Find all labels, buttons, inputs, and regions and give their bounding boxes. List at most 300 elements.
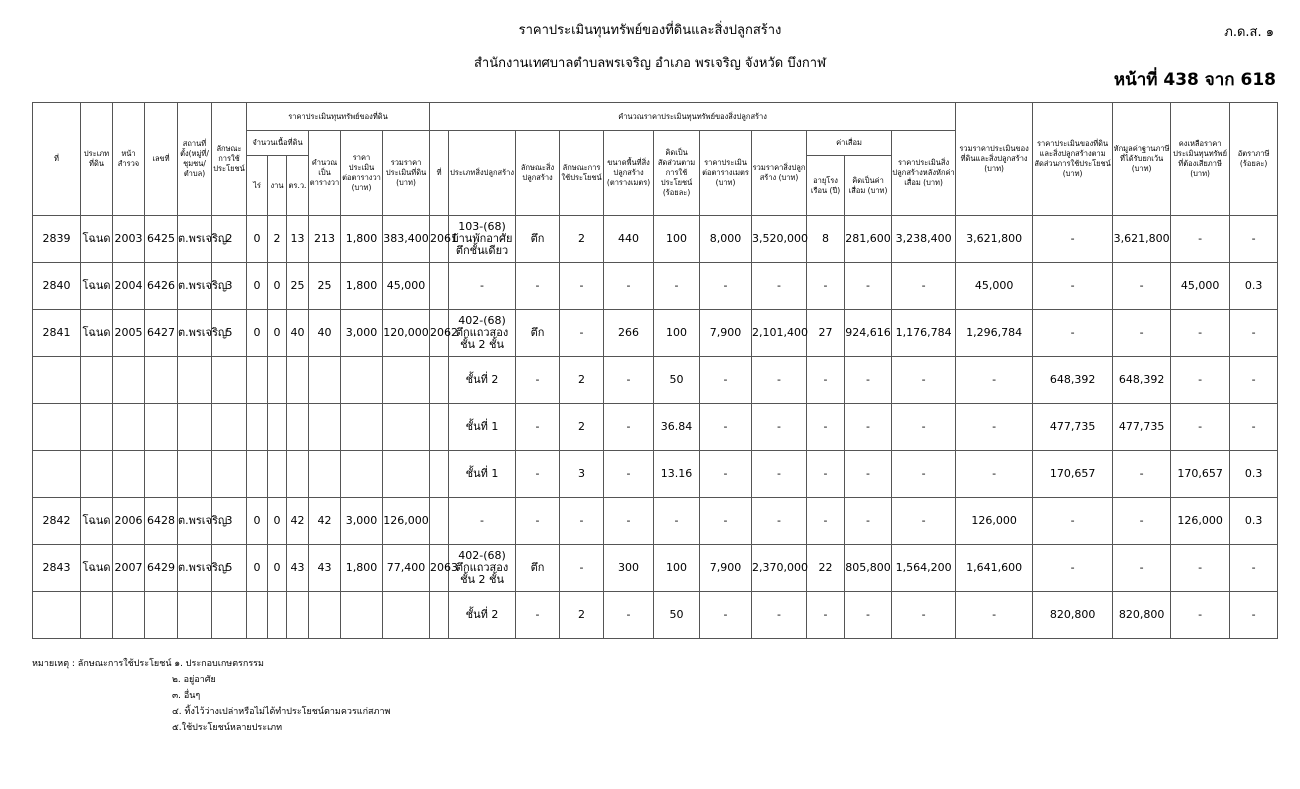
cell-use-ratio: 13.16 [654,451,700,498]
cell-bldg-total: - [752,498,807,545]
cell-rate: - [1230,545,1278,592]
cell-number: 6426 [145,263,178,310]
cell-bldg-no [430,263,449,310]
cell-bldg-total: - [752,263,807,310]
cell-bldg-total: 3,520,000 [752,216,807,263]
col-ngan: งาน [268,156,287,216]
cell-number [145,357,178,404]
col-location: สถานที่ตั้ง(หมู่ที่/ชุมชน/ตำบล) [178,103,212,216]
cell-location: ต.พรเจริญ [178,310,212,357]
cell-land-total [383,451,430,498]
cell-after-dep: - [892,592,956,639]
col-group-area: จำนวนเนื้อที่ดิน [247,131,309,156]
col-building-area: ขนาดพื้นที่สิ่งปลูกสร้าง (ตารางเมตร) [604,131,654,216]
cell-deduction: - [1113,545,1171,592]
cell-dep-amount: - [845,357,892,404]
cell-location [178,357,212,404]
cell-age: 8 [807,216,845,263]
cell-land-total: 120,000 [383,310,430,357]
col-building-total: รวมราคาสิ่งปลูกสร้าง (บาท) [752,131,807,216]
cell-taxable: 170,657 [1171,451,1230,498]
cell-bldg-kind: - [516,451,560,498]
cell-usage [212,451,247,498]
cell-area-sqw: 213 [309,216,341,263]
cell-bldg-kind: ตึก [516,310,560,357]
cell-deduction: - [1113,310,1171,357]
cell-bldg-total: - [752,357,807,404]
table-row [33,263,1278,310]
cell-location [178,451,212,498]
cell-bldg-total: - [752,404,807,451]
col-land-total: รวมราคาประเมินที่ดิน (บาท) [383,131,430,216]
cell-number: 6428 [145,498,178,545]
cell-bldg-usage: 2 [560,592,604,639]
col-age: อายุโรงเรือน (ปี) [807,156,845,216]
cell-sum-land-bldg: - [956,357,1033,404]
cell-proportional: - [1033,545,1113,592]
cell-no: 2843 [33,545,81,592]
cell-price-per-sqm: 7,900 [700,310,752,357]
cell-price-per-sqm: - [700,498,752,545]
cell-after-dep: 3,238,400 [892,216,956,263]
cell-area-sqw [309,357,341,404]
cell-sum-land-bldg: - [956,451,1033,498]
cell-number: 6427 [145,310,178,357]
cell-price-per-sqm: - [700,404,752,451]
cell-ngan: 0 [268,263,287,310]
cell-rai: 0 [247,216,268,263]
cell-proportional: 820,800 [1033,592,1113,639]
cell-rate: - [1230,357,1278,404]
cell-ngan [268,451,287,498]
cell-bldg-no: 2061 [430,216,449,263]
cell-bldg-type: ชั้นที่ 2 [449,592,516,639]
cell-wa [287,357,309,404]
cell-doc-type [81,451,113,498]
cell-no: 2840 [33,263,81,310]
cell-land-total: 77,400 [383,545,430,592]
cell-bldg-usage: - [560,545,604,592]
cell-location [178,592,212,639]
cell-rate: 0.3 [1230,498,1278,545]
cell-sum-land-bldg: 1,641,600 [956,545,1033,592]
cell-taxable: - [1171,357,1230,404]
cell-deduction: - [1113,263,1171,310]
cell-deduction: 3,621,800 [1113,216,1171,263]
cell-ngan: 0 [268,498,287,545]
cell-wa [287,451,309,498]
cell-use-ratio: 36.84 [654,404,700,451]
cell-after-dep: 1,564,200 [892,545,956,592]
cell-number [145,451,178,498]
col-building-kind: ลักษณะสิ่งปลูกสร้าง [516,131,560,216]
cell-bldg-total: 2,370,000 [752,545,807,592]
table-row [33,545,1278,592]
table-row [33,357,1278,404]
cell-taxable: 126,000 [1171,498,1230,545]
cell-bldg-kind: - [516,404,560,451]
cell-taxable: - [1171,545,1230,592]
cell-rai [247,451,268,498]
cell-taxable: - [1171,216,1230,263]
cell-bldg-type: 402-(68) ตึกแถวสองชั้น 2 ชั้น [449,310,516,357]
cell-bldg-area: - [604,263,654,310]
cell-rate: 0.3 [1230,451,1278,498]
cell-area-sqw: 42 [309,498,341,545]
cell-no [33,592,81,639]
cell-price-per-sqw: 1,800 [341,545,383,592]
notes-item: ๑. ประกอบเกษตรกรรม [174,659,264,669]
cell-no: 2839 [33,216,81,263]
cell-number [145,404,178,451]
cell-rai: 0 [247,263,268,310]
cell-sum-land-bldg: 45,000 [956,263,1033,310]
cell-land-total: 383,400 [383,216,430,263]
cell-sum-land-bldg: - [956,404,1033,451]
cell-no [33,451,81,498]
cell-doc-type: โฉนด [81,310,113,357]
col-sum-land-building: รวมราคาประเมินของที่ดินและสิ่งปลูกสร้าง (บาท) [956,103,1033,216]
cell-bldg-no: 2063 [430,545,449,592]
cell-deduction: 477,735 [1113,404,1171,451]
cell-bldg-area: - [604,404,654,451]
cell-area-sqw: 43 [309,545,341,592]
cell-proportional: 170,657 [1033,451,1113,498]
cell-usage: 3 [212,498,247,545]
cell-price-per-sqw [341,357,383,404]
col-wa: ตร.ว. [287,156,309,216]
cell-wa: 40 [287,310,309,357]
cell-bldg-usage: 2 [560,216,604,263]
cell-area-sqw [309,404,341,451]
col-price-per-sqw: ราคาประเมินต่อตารางวา (บาท) [341,131,383,216]
cell-number [145,592,178,639]
col-rate: อัตราภาษี (ร้อยละ) [1230,103,1278,216]
cell-bldg-kind: ตึก [516,216,560,263]
cell-rate: - [1230,592,1278,639]
col-building-type: ประเภทสิ่งปลูกสร้าง [449,131,516,216]
cell-no: 2842 [33,498,81,545]
cell-price-per-sqw: 3,000 [341,498,383,545]
cell-doc-type: โฉนด [81,498,113,545]
table-row [33,310,1278,357]
cell-survey-page: 2004 [113,263,145,310]
col-rai: ไร่ [247,156,268,216]
cell-survey-page [113,451,145,498]
cell-bldg-usage: 3 [560,451,604,498]
cell-usage [212,404,247,451]
cell-deduction: 820,800 [1113,592,1171,639]
cell-bldg-kind: - [516,592,560,639]
cell-price-per-sqw: 3,000 [341,310,383,357]
cell-location: ต.พรเจริญ [178,545,212,592]
col-usage: ลักษณะการใช้ประโยชน์ [212,103,247,216]
form-code: ภ.ด.ส. ๑ [1224,25,1274,40]
cell-rate: - [1230,404,1278,451]
cell-use-ratio: - [654,498,700,545]
cell-age: - [807,592,845,639]
cell-bldg-area: 266 [604,310,654,357]
cell-price-per-sqm: 8,000 [700,216,752,263]
cell-sum-land-bldg: - [956,592,1033,639]
table-row [33,592,1278,639]
cell-price-per-sqw: 1,800 [341,216,383,263]
cell-survey-page [113,357,145,404]
cell-dep-amount: 924,616 [845,310,892,357]
table-body [33,216,1278,639]
col-survey-page: หน้าสำรวจ [113,103,145,216]
cell-location: ต.พรเจริญ [178,498,212,545]
cell-use-ratio: 100 [654,545,700,592]
cell-price-per-sqm: - [700,592,752,639]
cell-sum-land-bldg: 1,296,784 [956,310,1033,357]
cell-no [33,357,81,404]
cell-bldg-no [430,592,449,639]
cell-ngan: 0 [268,545,287,592]
cell-taxable: - [1171,310,1230,357]
office-name: สำนักงานเทศบาลตำบลพรเจริญ อำเภอ พรเจริญ จังหวัด บึงกาฬ [473,56,826,71]
notes-item: ๒. อยู่อาศัย [172,675,216,685]
cell-use-ratio: 100 [654,310,700,357]
col-depreciation-amount: คิดเป็นค่าเสื่อม (บาท) [845,156,892,216]
notes-item: ๔. ทิ้งไว้ว่างเปล่าหรือไม่ได้ทำประโยชน์ตามควรแก่สภาพ [172,707,391,717]
cell-dep-amount: - [845,263,892,310]
cell-rate: 0.3 [1230,263,1278,310]
cell-bldg-total: 2,101,400 [752,310,807,357]
cell-ngan [268,357,287,404]
cell-bldg-area: - [604,357,654,404]
cell-bldg-area: 440 [604,216,654,263]
cell-area-sqw [309,451,341,498]
cell-price-per-sqm: - [700,357,752,404]
cell-dep-amount: - [845,498,892,545]
cell-doc-type [81,404,113,451]
col-deduction: หักมูลค่าฐานภาษีที่ได้รับยกเว้น (บาท) [1113,103,1171,216]
cell-age: - [807,263,845,310]
cell-after-dep: 1,176,784 [892,310,956,357]
cell-deduction: - [1113,451,1171,498]
cell-proportional: - [1033,216,1113,263]
cell-usage: 2 [212,216,247,263]
cell-land-total: 126,000 [383,498,430,545]
cell-area-sqw: 25 [309,263,341,310]
cell-usage: 5 [212,545,247,592]
cell-proportional: - [1033,498,1113,545]
cell-doc-type: โฉนด [81,263,113,310]
cell-doc-type: โฉนด [81,216,113,263]
cell-bldg-type: - [449,498,516,545]
cell-deduction: 648,392 [1113,357,1171,404]
cell-age: 27 [807,310,845,357]
cell-proportional: 648,392 [1033,357,1113,404]
cell-wa: 43 [287,545,309,592]
cell-price-per-sqw [341,451,383,498]
cell-ngan: 2 [268,216,287,263]
cell-price-per-sqw [341,404,383,451]
cell-use-ratio: - [654,263,700,310]
cell-doc-type [81,592,113,639]
document-title: ราคาประเมินทุนทรัพย์ของที่ดินและสิ่งปลูกสร้าง [518,23,782,38]
cell-bldg-usage: - [560,310,604,357]
cell-bldg-type: ชั้นที่ 1 [449,404,516,451]
cell-price-per-sqm: - [700,263,752,310]
cell-doc-type [81,357,113,404]
cell-age: 22 [807,545,845,592]
notes [32,656,390,736]
cell-after-dep: - [892,498,956,545]
col-group-depreciation: ค่าเสื่อม [807,131,892,156]
cell-taxable: - [1171,592,1230,639]
cell-ngan [268,592,287,639]
cell-no: 2841 [33,310,81,357]
cell-bldg-total: - [752,451,807,498]
cell-survey-page: 2003 [113,216,145,263]
cell-taxable: 45,000 [1171,263,1230,310]
cell-land-total: 45,000 [383,263,430,310]
cell-price-per-sqw: 1,800 [341,263,383,310]
cell-rai [247,404,268,451]
cell-bldg-kind: - [516,357,560,404]
cell-bldg-total: - [752,592,807,639]
cell-bldg-area: 300 [604,545,654,592]
cell-survey-page [113,592,145,639]
cell-rai: 0 [247,545,268,592]
cell-usage [212,592,247,639]
cell-deduction: - [1113,498,1171,545]
cell-wa [287,592,309,639]
cell-survey-page [113,404,145,451]
cell-bldg-kind: - [516,263,560,310]
cell-price-per-sqw [341,592,383,639]
col-group-building: คำนวณราคาประเมินทุนทรัพย์ของสิ่งปลูกสร้าง [430,103,956,131]
col-number: เลขที่ [145,103,178,216]
cell-dep-amount: - [845,592,892,639]
table-row [33,498,1278,545]
cell-bldg-usage: 2 [560,404,604,451]
cell-bldg-area: - [604,451,654,498]
cell-rai [247,592,268,639]
col-area-sqw: คำนวณเป็นตารางวา [309,131,341,216]
cell-dep-amount: 281,600 [845,216,892,263]
cell-bldg-area: - [604,498,654,545]
page-info: หน้าที่ 438 จาก 618 [1113,70,1276,90]
cell-bldg-area: - [604,592,654,639]
cell-bldg-usage: - [560,498,604,545]
cell-bldg-type: ชั้นที่ 2 [449,357,516,404]
cell-location: ต.พรเจริญ [178,216,212,263]
cell-doc-type: โฉนด [81,545,113,592]
table-row [33,451,1278,498]
cell-ngan: 0 [268,310,287,357]
cell-dep-amount: - [845,451,892,498]
cell-bldg-usage: - [560,263,604,310]
cell-number: 6425 [145,216,178,263]
cell-number: 6429 [145,545,178,592]
cell-after-dep: - [892,357,956,404]
cell-taxable: - [1171,404,1230,451]
cell-rate: - [1230,310,1278,357]
cell-price-per-sqm: - [700,451,752,498]
col-proportional: ราคาประเมินของที่ดินและสิ่งปลูกสร้างตามสัดส่วนการใช้ประโยชน์ (บาท) [1033,103,1113,216]
col-price-per-sqm: ราคาประเมินต่อตารางเมตร (บาท) [700,131,752,216]
cell-age: - [807,357,845,404]
notes-lead: หมายเหตุ : ลักษณะการใช้ประโยชน์ [32,659,172,669]
cell-wa [287,404,309,451]
cell-land-total [383,357,430,404]
cell-usage: 3 [212,263,247,310]
cell-wa: 25 [287,263,309,310]
cell-area-sqw [309,592,341,639]
cell-dep-amount: 805,800 [845,545,892,592]
cell-after-dep: - [892,404,956,451]
col-use-ratio: คิดเป็นสัดส่วนตามการใช้ประโยชน์ (ร้อยละ) [654,131,700,216]
cell-area-sqw: 40 [309,310,341,357]
cell-rate: - [1230,216,1278,263]
cell-survey-page: 2005 [113,310,145,357]
notes-item: ๕.ใช้ประโยชน์หลายประเภท [172,723,283,733]
cell-no [33,404,81,451]
cell-proportional: - [1033,310,1113,357]
cell-location: ต.พรเจริญ [178,263,212,310]
cell-bldg-kind: ตึก [516,545,560,592]
cell-location [178,404,212,451]
cell-bldg-no: 2062 [430,310,449,357]
table-row [33,404,1278,451]
col-no: ที่ [33,103,81,216]
cell-bldg-type: 402-(68) ตึกแถวสองชั้น 2 ชั้น [449,545,516,592]
cell-wa: 42 [287,498,309,545]
cell-rai [247,357,268,404]
cell-usage [212,357,247,404]
cell-after-dep: - [892,451,956,498]
cell-bldg-usage: 2 [560,357,604,404]
cell-bldg-type: 103-(68) บ้านพักอาศัยตึกชั้นเดียว [449,216,516,263]
cell-price-per-sqm: 7,900 [700,545,752,592]
cell-proportional: - [1033,263,1113,310]
notes-item: ๓. อื่นๆ [172,691,201,701]
cell-bldg-no [430,357,449,404]
cell-bldg-type: - [449,263,516,310]
col-group-land: ราคาประเมินทุนทรัพย์ของที่ดิน [247,103,430,131]
cell-bldg-kind: - [516,498,560,545]
cell-ngan [268,404,287,451]
cell-use-ratio: 50 [654,592,700,639]
cell-after-dep: - [892,263,956,310]
cell-age: - [807,404,845,451]
cell-rai: 0 [247,498,268,545]
cell-bldg-no [430,404,449,451]
cell-use-ratio: 100 [654,216,700,263]
cell-sum-land-bldg: 3,621,800 [956,216,1033,263]
cell-survey-page: 2007 [113,545,145,592]
cell-usage: 5 [212,310,247,357]
cell-age: - [807,498,845,545]
assessment-table [32,102,1278,639]
cell-proportional: 477,735 [1033,404,1113,451]
col-building-usage: ลักษณะการใช้ประโยชน์ [560,131,604,216]
cell-bldg-no [430,451,449,498]
table-row [33,216,1278,263]
cell-rai: 0 [247,310,268,357]
cell-bldg-type: ชั้นที่ 1 [449,451,516,498]
cell-land-total [383,404,430,451]
cell-survey-page: 2006 [113,498,145,545]
col-building-no: ที่ [430,131,449,216]
cell-land-total [383,592,430,639]
cell-wa: 13 [287,216,309,263]
cell-age: - [807,451,845,498]
col-taxable: คงเหลือราคาประเมินทุนทรัพย์ที่ต้องเสียภาษี (บาท) [1171,103,1230,216]
